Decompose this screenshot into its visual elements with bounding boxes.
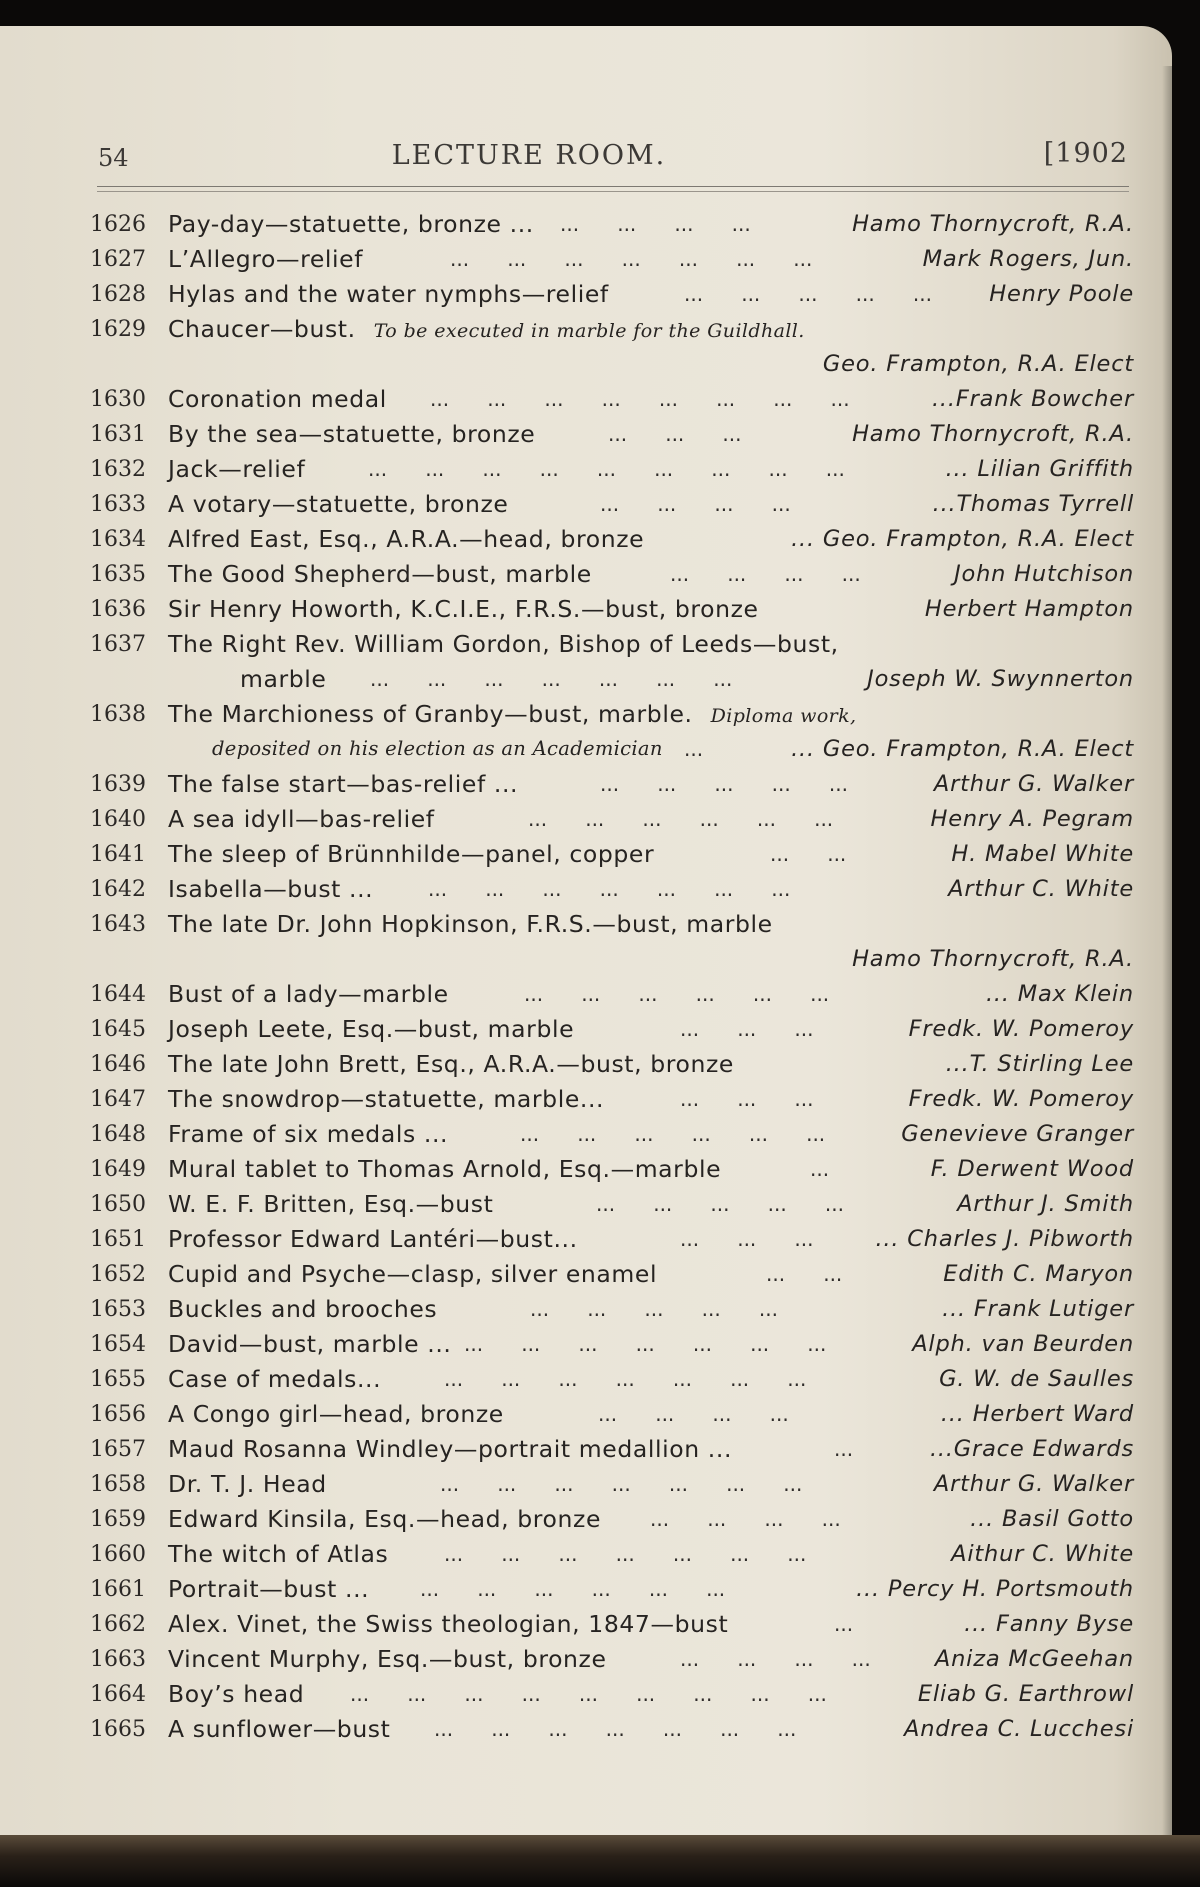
- catalogue-number: 1659: [90, 1507, 146, 1532]
- catalogue-number: 1665: [90, 1717, 146, 1742]
- catalogue-entry: [0, 1012, 1172, 1046]
- work-title: A Congo girl—head, bronze: [168, 1400, 504, 1428]
- catalogue-entry: [0, 1607, 1172, 1641]
- catalogue-number: 1647: [90, 1087, 146, 1112]
- work-title: L’Allegro—relief: [168, 245, 364, 273]
- leader-dots: ... ... ... ... ... ... ...: [450, 247, 813, 271]
- artist-name: Aithur C. White: [951, 1541, 1134, 1567]
- artist-name: H. Mabel White: [951, 841, 1134, 867]
- work-note: Diploma work,: [710, 705, 857, 727]
- catalogue-number: 1632: [90, 457, 146, 482]
- work-title: By the sea—statuette, bronze: [168, 420, 536, 448]
- catalogue-number: 1641: [90, 842, 146, 867]
- catalogue-number: 1635: [90, 562, 146, 587]
- catalogue-entry: [0, 697, 1172, 731]
- work-title: Chaucer—bust.: [168, 315, 356, 343]
- year-marker: [1902: [1043, 138, 1128, 169]
- artist-name: Fredk. W. Pomeroy: [908, 1016, 1134, 1042]
- leader-dots: ... ... ... ... ... ... ...: [434, 1717, 797, 1741]
- catalogue-entry: [0, 1292, 1172, 1326]
- catalogue-entry: [0, 802, 1172, 836]
- catalogue-entry-continuation: [0, 662, 1172, 696]
- work-title: Edward Kinsila, Esq.—head, bronze: [168, 1505, 602, 1533]
- artist-name: Herbert Hampton: [924, 596, 1134, 622]
- artist-name: G. W. de Saulles: [939, 1366, 1134, 1392]
- work-title: Dr. T. J. Head: [168, 1470, 327, 1498]
- leader-dots: ... ... ... ... ... ...: [528, 807, 834, 831]
- artist-name: ...Grace Edwards: [929, 1436, 1134, 1462]
- leader-dots: ... ... ... ... ...: [596, 1192, 844, 1216]
- catalogue-number: 1631: [90, 422, 146, 447]
- work-title: Cupid and Psyche—clasp, silver enamel: [168, 1260, 658, 1288]
- artist-name: Aniza McGeehan: [934, 1646, 1134, 1672]
- leader-dots: ... ... ... ...: [560, 212, 751, 236]
- work-title: Bust of a lady—marble: [168, 980, 449, 1008]
- leader-dots: ... ... ... ... ... ... ...: [444, 1542, 807, 1566]
- catalogue-number: 1644: [90, 982, 146, 1007]
- catalogue-entry: [0, 1432, 1172, 1466]
- artist-name: Arthur G. Walker: [933, 771, 1134, 797]
- catalogue-number: 1653: [90, 1297, 146, 1322]
- catalogue-number: 1649: [90, 1157, 146, 1182]
- catalogue-number: 1645: [90, 1017, 146, 1042]
- artist-name: Geo. Frampton, R.A. Elect: [822, 351, 1134, 377]
- leader-dots: ...: [834, 1612, 854, 1636]
- catalogue-entry: [0, 452, 1172, 486]
- artist-name: ... Geo. Frampton, R.A. Elect: [791, 736, 1134, 762]
- leader-dots: ... ... ... ...: [650, 1507, 841, 1531]
- catalogue-entry: [0, 1537, 1172, 1571]
- book-page: [0, 26, 1172, 1864]
- artist-name: Alph. van Beurden: [912, 1331, 1134, 1357]
- work-title: Mural tablet to Thomas Arnold, Esq.—marble: [168, 1155, 722, 1183]
- catalogue-number: 1651: [90, 1227, 146, 1252]
- artist-name: ... Percy H. Portsmouth: [856, 1576, 1134, 1602]
- catalogue-number: 1630: [90, 387, 146, 412]
- work-title: The late Dr. John Hopkinson, F.R.S.—bust, marble: [168, 910, 773, 938]
- catalogue-entry: [0, 1677, 1172, 1711]
- artist-name: Arthur C. White: [948, 876, 1134, 902]
- work-title: Coronation medal: [168, 385, 387, 413]
- catalogue-number: 1636: [90, 597, 146, 622]
- catalogue-entry: [0, 977, 1172, 1011]
- artist-name: John Hutchison: [954, 561, 1134, 587]
- catalogue-number: 1648: [90, 1122, 146, 1147]
- work-title: Sir Henry Howorth, K.C.I.E., F.R.S.—bust, bronze: [168, 595, 759, 623]
- artist-name: ... Lilian Griffith: [945, 456, 1134, 482]
- catalogue-number: 1650: [90, 1192, 146, 1217]
- artist-name: Edith C. Maryon: [943, 1261, 1134, 1287]
- leader-dots: ... ... ... ... ... ... ...: [464, 1332, 827, 1356]
- leader-dots: ... ... ... ... ... ... ...: [428, 877, 791, 901]
- work-title: Pay-day—statuette, bronze ...: [168, 210, 534, 238]
- work-title: Buckles and brooches: [168, 1295, 438, 1323]
- catalogue-entry: [0, 417, 1172, 451]
- catalogue-entry: [0, 1467, 1172, 1501]
- catalogue-number: 1640: [90, 807, 146, 832]
- leader-dots: ... ... ... ... ... ...: [420, 1577, 726, 1601]
- work-title-with-note: [168, 697, 857, 733]
- artist-name: Henry Poole: [989, 281, 1134, 307]
- artist-name: ... Charles J. Pibworth: [875, 1226, 1134, 1252]
- catalogue-entry: [0, 312, 1172, 346]
- artist-name: Arthur J. Smith: [957, 1191, 1134, 1217]
- catalogue-entry-continuation: [0, 732, 1172, 766]
- artist-name: ... Herbert Ward: [940, 1401, 1134, 1427]
- leader-dots: ... ... ... ... ... ...: [520, 1122, 826, 1146]
- artist-name: Hamo Thornycroft, R.A.: [852, 211, 1134, 237]
- work-title: A sea idyll—bas-relief: [168, 805, 435, 833]
- work-title: Alex. Vinet, the Swiss theologian, 1847—bust: [168, 1610, 729, 1638]
- leader-dots: ... ... ...: [680, 1087, 814, 1111]
- work-title: The snowdrop—statuette, marble...: [168, 1085, 605, 1113]
- leader-dots: ... ... ...: [680, 1227, 814, 1251]
- work-title: David—bust, marble ...: [168, 1330, 452, 1358]
- leader-dots: ...: [834, 1437, 854, 1461]
- catalogue-number: 1637: [90, 632, 146, 657]
- work-title: W. E. F. Britten, Esq.—bust: [168, 1190, 494, 1218]
- catalogue-entry: [0, 837, 1172, 871]
- artist-name: Hamo Thornycroft, R.A.: [852, 946, 1134, 972]
- work-title: Joseph Leete, Esq.—bust, marble: [168, 1015, 575, 1043]
- leader-dots: ...: [684, 737, 704, 761]
- work-note: To be executed in marble for the Guildhall.: [373, 320, 805, 342]
- catalogue-number: 1633: [90, 492, 146, 517]
- catalogue-number: 1657: [90, 1437, 146, 1462]
- catalogue-entry: [0, 767, 1172, 801]
- artist-name: Genevieve Granger: [901, 1121, 1134, 1147]
- catalogue-entry: [0, 907, 1172, 941]
- catalogue-entry: [0, 1327, 1172, 1361]
- catalogue-entry: [0, 487, 1172, 521]
- leader-dots: ... ... ... ... ... ... ...: [440, 1472, 803, 1496]
- leader-dots: ... ... ... ...: [600, 492, 791, 516]
- catalogue-entry: [0, 627, 1172, 661]
- leader-dots: ... ... ... ... ... ... ... ...: [430, 387, 850, 411]
- running-title: LECTURE ROOM.: [391, 140, 667, 171]
- catalogue-entry: [0, 277, 1172, 311]
- leader-dots: ... ... ... ...: [670, 562, 861, 586]
- work-title-continuation: marble: [240, 665, 327, 693]
- catalogue-entry-continuation: [0, 347, 1172, 381]
- leader-dots: ... ...: [766, 1262, 843, 1286]
- work-title: Jack—relief: [168, 455, 306, 483]
- artist-name: Fredk. W. Pomeroy: [908, 1086, 1134, 1112]
- catalogue-number: 1652: [90, 1262, 146, 1287]
- leader-dots: ... ... ... ...: [680, 1647, 871, 1671]
- leader-dots: ...: [810, 1157, 830, 1181]
- catalogue-number: 1656: [90, 1402, 146, 1427]
- work-title-with-note: [168, 312, 805, 348]
- work-title: A votary—statuette, bronze: [168, 490, 509, 518]
- catalogue-number: 1628: [90, 282, 146, 307]
- catalogue-entry: [0, 1222, 1172, 1256]
- artist-name: ...T. Stirling Lee: [945, 1051, 1134, 1077]
- artist-name: ... Basil Gotto: [970, 1506, 1134, 1532]
- leader-dots: ... ... ... ... ...: [684, 282, 932, 306]
- artist-name: Hamo Thornycroft, R.A.: [852, 421, 1134, 447]
- catalogue-entry: [0, 1187, 1172, 1221]
- catalogue-entry: [0, 207, 1172, 241]
- artist-name: ...Thomas Tyrrell: [932, 491, 1134, 517]
- work-title: Case of medals...: [168, 1365, 382, 1393]
- catalogue-number: 1658: [90, 1472, 146, 1497]
- catalogue-number: 1655: [90, 1367, 146, 1392]
- page-number: 54: [98, 144, 129, 172]
- work-title: Portrait—bust ...: [168, 1575, 370, 1603]
- artist-name: Andrea C. Lucchesi: [904, 1716, 1134, 1742]
- work-title: The Right Rev. William Gordon, Bishop of Leeds—bust,: [168, 630, 839, 658]
- catalogue-entry: [0, 1257, 1172, 1291]
- catalogue-number: 1629: [90, 317, 146, 342]
- artist-name: ...Frank Bowcher: [931, 386, 1134, 412]
- leader-dots: ... ... ... ... ... ... ...: [370, 667, 733, 691]
- leader-dots: ... ... ... ...: [598, 1402, 789, 1426]
- leader-dots: ... ... ... ... ... ...: [524, 982, 830, 1006]
- catalogue-number: 1661: [90, 1577, 146, 1602]
- work-title: Hylas and the water nymphs—relief: [168, 280, 609, 308]
- work-title: The Good Shepherd—bust, marble: [168, 560, 592, 588]
- artist-name: F. Derwent Wood: [930, 1156, 1134, 1182]
- catalogue-entry: [0, 592, 1172, 626]
- artist-name: Mark Rogers, Jun.: [922, 246, 1134, 272]
- catalogue-entry: [0, 1082, 1172, 1116]
- catalogue-entry-continuation: [0, 942, 1172, 976]
- catalogue-number: 1634: [90, 527, 146, 552]
- work-title: Vincent Murphy, Esq.—bust, bronze: [168, 1645, 607, 1673]
- catalogue-number: 1639: [90, 772, 146, 797]
- work-title: Isabella—bust ...: [168, 875, 374, 903]
- catalogue-entry: [0, 872, 1172, 906]
- work-title: The false start—bas-relief ...: [168, 770, 519, 798]
- catalogue-number: 1646: [90, 1052, 146, 1077]
- leader-dots: ... ... ... ... ... ... ...: [444, 1367, 807, 1391]
- work-title: Boy’s head: [168, 1680, 305, 1708]
- catalogue-entry: [0, 1502, 1172, 1536]
- catalogue-entry: [0, 522, 1172, 556]
- work-title: The late John Brett, Esq., A.R.A.—bust, bronze: [168, 1050, 734, 1078]
- catalogue-entry: [0, 1572, 1172, 1606]
- catalogue-number: 1626: [90, 212, 146, 237]
- catalogue-entry: [0, 1642, 1172, 1676]
- artist-name: Arthur G. Walker: [933, 1471, 1134, 1497]
- catalogue-number: 1660: [90, 1542, 146, 1567]
- artist-name: ... Max Klein: [985, 981, 1134, 1007]
- leader-dots: ... ...: [770, 842, 847, 866]
- catalogue-entry: [0, 1152, 1172, 1186]
- leader-dots: ... ... ... ... ... ... ... ... ...: [350, 1682, 827, 1706]
- artist-name: Henry A. Pegram: [930, 806, 1134, 832]
- work-title: A sunflower—bust: [168, 1715, 391, 1743]
- catalogue-entry: [0, 557, 1172, 591]
- leader-dots: ... ... ... ... ...: [600, 772, 848, 796]
- work-note-continuation: deposited on his election as an Academician: [212, 737, 663, 760]
- catalogue-number: 1654: [90, 1332, 146, 1357]
- book-binding-edge: [0, 1835, 1200, 1887]
- catalogue-list: [0, 26, 1172, 1826]
- catalogue-entry: [0, 1712, 1172, 1746]
- artist-name: ... Fanny Byse: [964, 1611, 1134, 1637]
- catalogue-entry: [0, 382, 1172, 416]
- catalogue-entry: [0, 1397, 1172, 1431]
- catalogue-entry: [0, 1362, 1172, 1396]
- work-title: Alfred East, Esq., A.R.A.—head, bronze: [168, 525, 645, 553]
- leader-dots: ... ... ...: [680, 1017, 814, 1041]
- catalogue-entry: [0, 1117, 1172, 1151]
- catalogue-number: 1664: [90, 1682, 146, 1707]
- leader-dots: ... ... ... ... ... ... ... ... ...: [368, 457, 845, 481]
- catalogue-number: 1643: [90, 912, 146, 937]
- artist-name: ... Frank Lutiger: [942, 1296, 1134, 1322]
- work-title: Maud Rosanna Windley—portrait medallion ...: [168, 1435, 733, 1463]
- work-title: Frame of six medals ...: [168, 1120, 449, 1148]
- work-title: The Marchioness of Granby—bust, marble.: [168, 700, 693, 728]
- artist-name: Eliab G. Earthrowl: [917, 1681, 1134, 1707]
- catalogue-number: 1638: [90, 702, 146, 727]
- leader-dots: ... ... ...: [608, 422, 742, 446]
- catalogue-number: 1627: [90, 247, 146, 272]
- catalogue-entry: [0, 1047, 1172, 1081]
- work-title: The sleep of Brünnhilde—panel, copper: [168, 840, 655, 868]
- artist-name: Joseph W. Swynnerton: [867, 666, 1134, 692]
- catalogue-number: 1642: [90, 877, 146, 902]
- catalogue-number: 1662: [90, 1612, 146, 1637]
- leader-dots: ... ... ... ... ...: [530, 1297, 778, 1321]
- catalogue-number: 1663: [90, 1647, 146, 1672]
- artist-name: ... Geo. Frampton, R.A. Elect: [791, 526, 1134, 552]
- work-title: Professor Edward Lantéri—bust...: [168, 1225, 578, 1253]
- work-title: The witch of Atlas: [168, 1540, 389, 1568]
- catalogue-entry: [0, 242, 1172, 276]
